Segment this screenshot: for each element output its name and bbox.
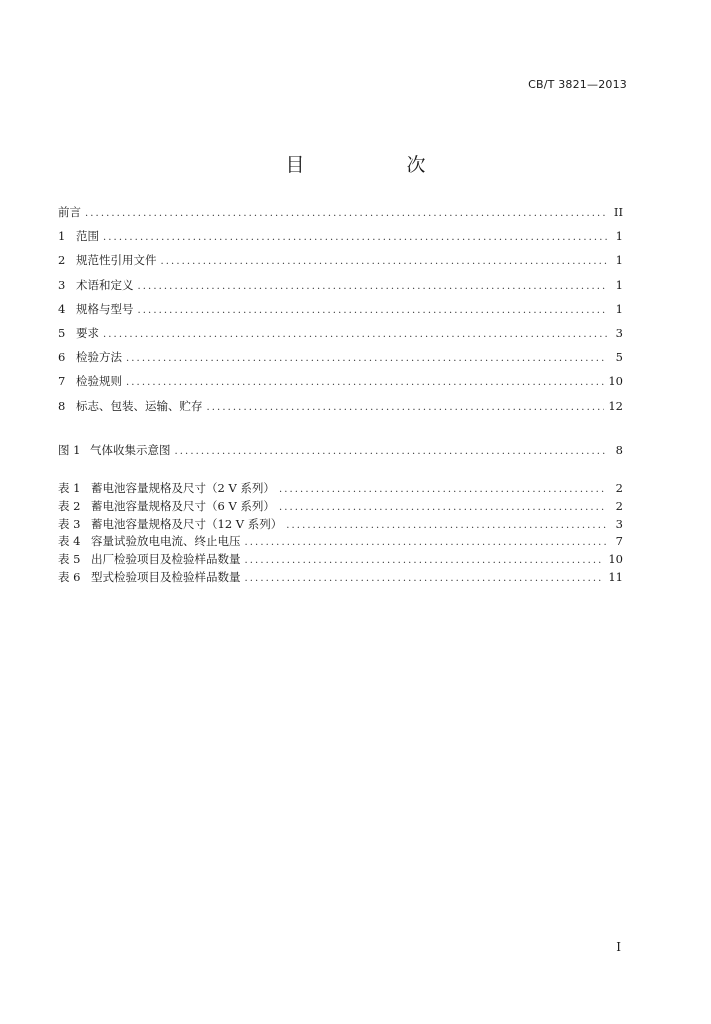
toc-table-number: 表 5 xyxy=(58,552,81,567)
toc-entry-inspection-rules[interactable] xyxy=(58,374,623,398)
toc-entry-page: 1 xyxy=(615,301,623,316)
toc-entry-page: II xyxy=(613,205,623,219)
dot-leader xyxy=(245,535,608,550)
dot-leader xyxy=(279,500,607,515)
toc-entry-page: 1 xyxy=(615,253,623,268)
dot-leader xyxy=(175,444,608,459)
toc-entry-specifications[interactable] xyxy=(58,302,623,326)
toc-entry-page: 3 xyxy=(615,325,623,340)
toc-figures-list xyxy=(58,443,623,467)
toc-table-entry[interactable] xyxy=(58,481,623,499)
dot-leader xyxy=(103,327,607,342)
dot-leader xyxy=(85,206,607,221)
toc-entry-page: 1 xyxy=(615,277,623,292)
dot-leader xyxy=(138,279,608,294)
toc-entry-label: 要求 xyxy=(76,325,99,340)
toc-table-entry[interactable] xyxy=(58,552,623,570)
toc-entry-number: 5 xyxy=(58,325,66,340)
toc-tables-list xyxy=(58,481,623,588)
dot-leader xyxy=(161,254,608,269)
toc-entry-number: 2 xyxy=(58,253,66,268)
toc-entry-number: 7 xyxy=(58,374,66,389)
toc-table-label: 容量试验放电电流、终止电压 xyxy=(91,534,241,549)
dot-leader xyxy=(103,230,607,245)
toc-entry-scope[interactable] xyxy=(58,229,623,253)
toc-figure-number: 图 1 xyxy=(58,443,81,457)
dot-leader xyxy=(245,553,605,568)
toc-entry-label: 术语和定义 xyxy=(76,277,134,292)
toc-entry-number: 8 xyxy=(58,398,66,413)
toc-figure-page: 8 xyxy=(615,443,623,457)
document-code: CB/T 3821—2013 xyxy=(528,78,627,91)
dot-leader xyxy=(279,482,607,497)
toc-entry-label: 规范性引用文件 xyxy=(76,253,157,268)
dot-leader xyxy=(138,303,608,318)
toc-table-number: 表 1 xyxy=(58,481,81,495)
toc-table-entry[interactable] xyxy=(58,517,623,535)
toc-table-entry[interactable] xyxy=(58,570,623,588)
toc-entry-page: 10 xyxy=(608,374,623,389)
toc-entry-label: 前言 xyxy=(58,205,81,219)
toc-entry-number: 3 xyxy=(58,277,66,292)
page-number: I xyxy=(616,940,621,954)
toc-entry-test-methods[interactable] xyxy=(58,350,623,374)
page-title: 目 次 xyxy=(285,154,474,176)
dot-leader xyxy=(126,375,604,390)
toc-entry-page: 12 xyxy=(608,398,623,413)
toc-table-number: 表 2 xyxy=(58,498,81,513)
toc-table-label: 蓄电池容量规格及尺寸（12 V 系列） xyxy=(91,516,283,531)
toc-table-page: 7 xyxy=(615,534,623,549)
toc-table-label: 蓄电池容量规格及尺寸（6 V 系列） xyxy=(91,498,275,513)
toc-entry-page: 5 xyxy=(615,350,623,365)
toc-entry-label: 检验规则 xyxy=(76,374,122,389)
toc-table-page: 2 xyxy=(615,481,623,495)
toc-table-entry[interactable] xyxy=(58,499,623,517)
toc-figure-entry[interactable] xyxy=(58,443,623,467)
dot-leader xyxy=(126,351,607,366)
toc-entry-marking-packaging[interactable] xyxy=(58,399,623,423)
toc-table-number: 表 3 xyxy=(58,516,81,531)
toc-table-label: 出厂检验项目及检验样品数量 xyxy=(91,552,241,567)
toc-entry-label: 标志、包装、运输、贮存 xyxy=(76,398,203,413)
toc-entry-number: 1 xyxy=(58,229,66,244)
toc-table-page: 10 xyxy=(608,552,623,567)
toc-figure-label: 气体收集示意图 xyxy=(90,443,171,457)
toc-entry-terms[interactable] xyxy=(58,278,623,302)
toc-table-entry[interactable] xyxy=(58,534,623,552)
toc-entry-label: 检验方法 xyxy=(76,350,122,365)
toc-table-number: 表 6 xyxy=(58,569,81,584)
dot-leader xyxy=(207,400,605,415)
toc-table-page: 11 xyxy=(608,569,623,584)
toc-entry-number: 6 xyxy=(58,350,66,365)
toc-table-page: 2 xyxy=(615,498,623,513)
toc-main-list xyxy=(58,205,623,423)
toc-entry-label: 范围 xyxy=(76,229,99,244)
toc-table-label: 蓄电池容量规格及尺寸（2 V 系列） xyxy=(91,481,275,495)
toc-entry-number: 4 xyxy=(58,301,66,316)
toc-entry-normative-references[interactable] xyxy=(58,253,623,277)
toc-table-label: 型式检验项目及检验样品数量 xyxy=(91,569,241,584)
toc-table-page: 3 xyxy=(615,516,623,531)
toc-entry-requirements[interactable] xyxy=(58,326,623,350)
toc-table-number: 表 4 xyxy=(58,534,81,549)
dot-leader xyxy=(286,518,607,533)
dot-leader xyxy=(245,571,605,586)
toc-entry-preface[interactable] xyxy=(58,205,623,229)
toc-entry-label: 规格与型号 xyxy=(76,301,134,316)
toc-entry-page: 1 xyxy=(615,229,623,244)
